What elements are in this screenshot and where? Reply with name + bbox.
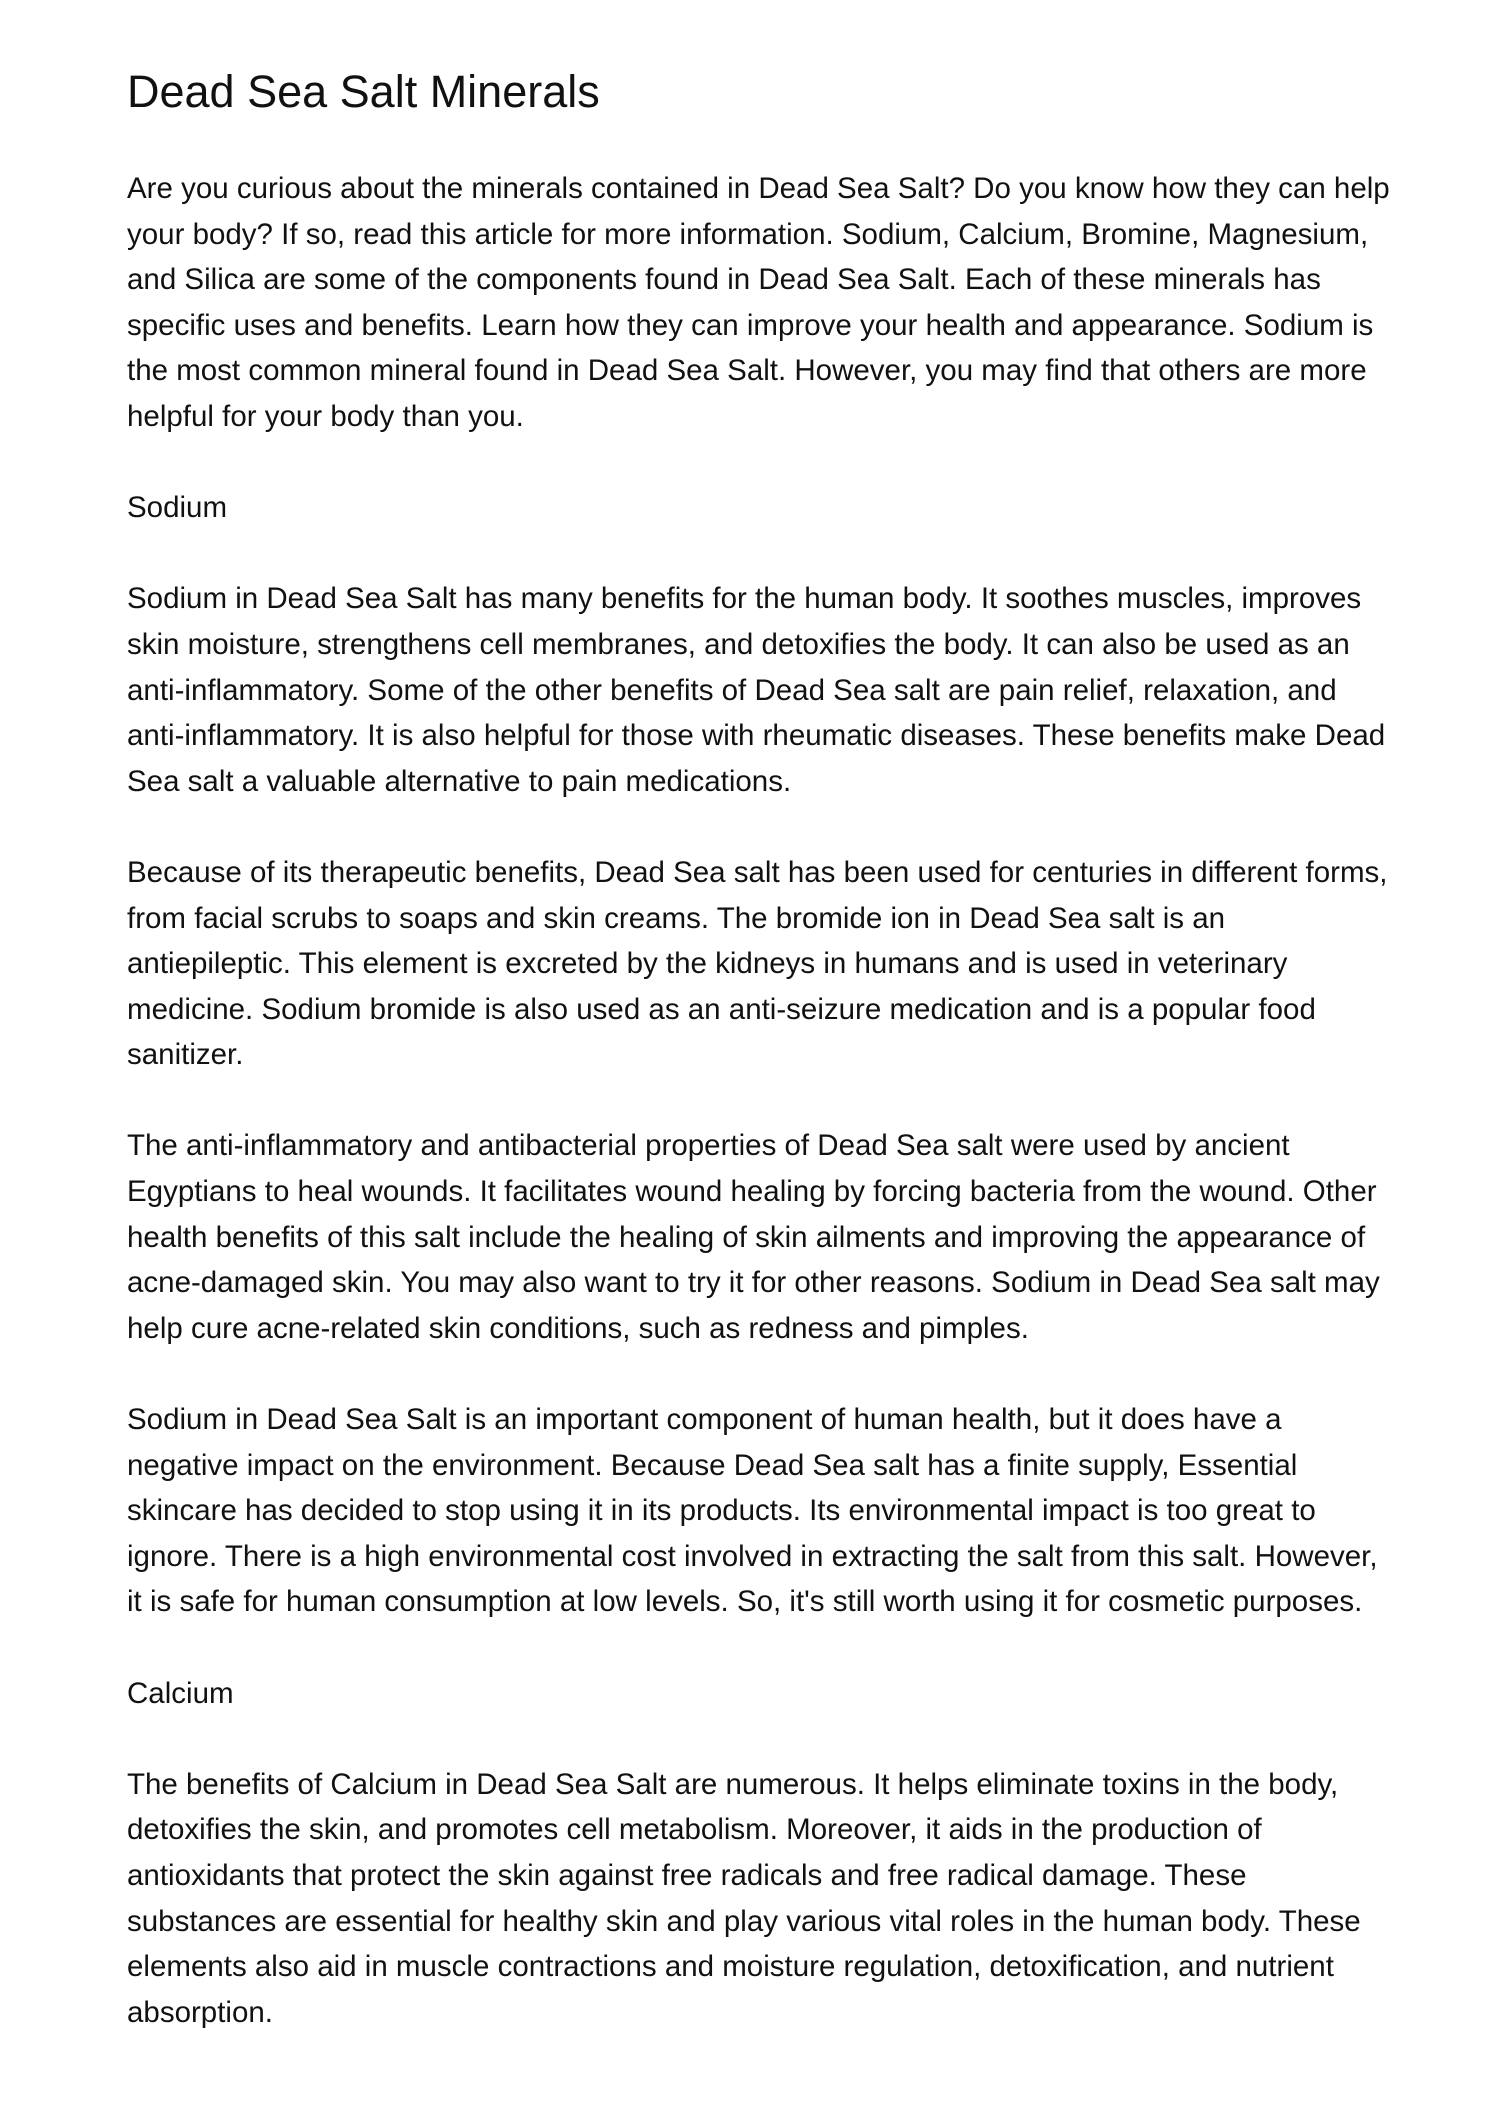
section-heading-calcium: Calcium xyxy=(127,1676,234,1710)
document-page xyxy=(127,62,1397,2081)
section-heading-sodium: Sodium xyxy=(127,491,228,525)
calcium-paragraph-1: The benefits of Calcium in Dead Sea Salt are numerous. It helps eliminate toxins in the body, detoxifies the skin, and promotes cell metabolism. Moreover, it aids in the production of antioxidants that protect the skin against free radicals and free radical damage. These substances are essential for healthy skin and play various vital roles in the human body. These elements also aid in muscle contractions and moisture regulation, detoxification, and nutrient absorption. xyxy=(127,1767,1361,2029)
sodium-paragraph-4: Sodium in Dead Sea Salt is an important component of human health, but it does have a negative impact on the environment. Because Dead Sea salt has a finite supply, Essential skincare has decided to stop using it in its products. Its environmental impact is too great to ignore. There is a high environmental cost involved in extracting the salt from this salt. However, it is safe for human consumption at low levels. So, it's still worth using it for cosmetic purposes. xyxy=(127,1403,1378,1619)
document-title: Dead Sea Salt Minerals xyxy=(127,66,600,117)
sodium-paragraph-3: The anti-inflammatory and antibacterial properties of Dead Sea salt were used by ancient Egyptians to heal wounds. It facilitates wound healing by forcing bacteria from the wound. Other health benefits of this salt include the healing of skin ailments and improving the appearance of acne-damaged skin. You may also want to try it for other reasons. Sodium in Dead Sea salt may help cure acne-related skin conditions, such as redness and pimples. xyxy=(127,1129,1380,1345)
sodium-paragraph-2: Because of its therapeutic benefits, Dead Sea salt has been used for centuries in different forms, from facial scrubs to soaps and skin creams. The bromide ion in Dead Sea salt is an antiepileptic. This element is excreted by the kidneys in humans and is used in veterinary medicine. Sodium bromide is also used as an anti-seizure medication and is a popular food sanitizer. xyxy=(127,855,1388,1072)
sodium-paragraph-1: Sodium in Dead Sea Salt has many benefits for the human body. It soothes muscles, improves skin moisture, strengthens cell membranes, and detoxifies the body. It can also be used as an anti-inflammatory. Some of the other benefits of Dead Sea salt are pain relief, relaxation, and anti-inflammatory. It is also helpful for those with rheumatic diseases. These benefits make Dead Sea salt a valuable alternative to pain medications. xyxy=(127,582,1386,798)
intro-paragraph: Are you curious about the minerals contained in Dead Sea Salt? Do you know how they can help your body? If so, read this article for more information. Sodium, Calcium, Bromine, Magnesium, and Silica are some of the components found in Dead Sea Salt. Each of these minerals has specific uses and benefits. Learn how they can improve your health and appearance. Sodium is the most common mineral found in Dead Sea Salt. However, you may find that others are more helpful for your body than you. xyxy=(127,172,1390,433)
